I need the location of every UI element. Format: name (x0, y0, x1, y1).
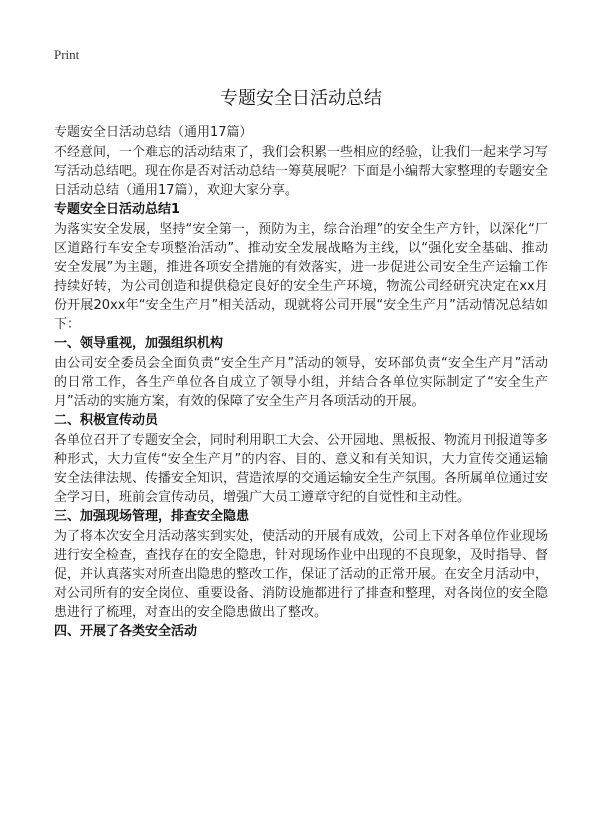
section-heading: 三、加强现场管理，排查安全隐患 (54, 509, 250, 524)
intro-paragraph: 不经意间，一个难忘的活动结束了，我们会积累一些相应的经验，让我们一起来学习写写活动总结吧。现在你是否对活动总结一筹莫展呢？下面是小编帮大家整理的专题安全日活动总结（通用17篇），欢迎大家分享。 (54, 145, 549, 198)
section-heading: 四、开展了各类安全活动 (54, 624, 198, 639)
document-subtitle: 专题安全日活动总结（通用17篇） (54, 125, 253, 140)
section-body: 由公司安全委员会全面负责“安全生产月”活动的领导，安环部负责“安全生产月”活动的日常工作，各生产单位各自成立了领导小组，并结合各单位实际制定了“安全生产月”活动的实施方案，有效的保障了安全生产月各项活动的开展。 (54, 356, 548, 409)
section-body: 各单位召开了专题安全会，同时利用职工大会、公开园地、黑板报、物流月刊报道等多种形式，大力宣传“安全生产月”的内容、目的、意义和有关知识，大力宣传交通运输安全法律法规、传播安全知识，营造浓厚的交通运输安全生产氛围。各所属单位通过安全学习日，班前会宣传动员，增强广大员工遵章守纪的自觉性和主动性。 (54, 433, 549, 505)
section-body: 为了将本次安全月活动落实到实处，使活动的开展有成效，公司上下对各单位作业现场进行安全检查，查找存在的安全隐患，针对现场作业中出现的不良现象，及时指导、督促，并认真落实对所查出隐患的整改工作，保证了活动的正常开展。在安全月活动中，对公司所有的安全岗位、重要设备、消防设施都进行了排查和整理，对各岗位的安全隐患进行了梳理，对查出的安全隐患做出了整改。 (54, 529, 549, 620)
section-heading: 二、积极宣传动员 (54, 413, 159, 428)
article-intro-paragraph: 为落实安全发展，坚持“安全第一，预防为主，综合治理”的安全生产方针，以深化“厂区道路行车安全专项整治活动”、推动安全发展战略为主线，以“强化安全基础、推动安全发展”为主题，推进各项安全措施的有效落实，进一步促进公司安全生产运输工作持续好转，为公司创造和提供稳定良好的安全生产环境，物流公司经研究决定在xx月份开展20xx年“安全生产月”相关活动，现就将公司开展“安全生产月”活动情况总结如下： (54, 222, 548, 332)
article-heading: 专题安全日活动总结1 (54, 202, 181, 217)
document-title: 专题安全日活动总结 (220, 88, 382, 109)
section-heading: 一、领导重视，加强组织机构 (54, 336, 224, 351)
print-link[interactable]: Print (54, 47, 80, 62)
